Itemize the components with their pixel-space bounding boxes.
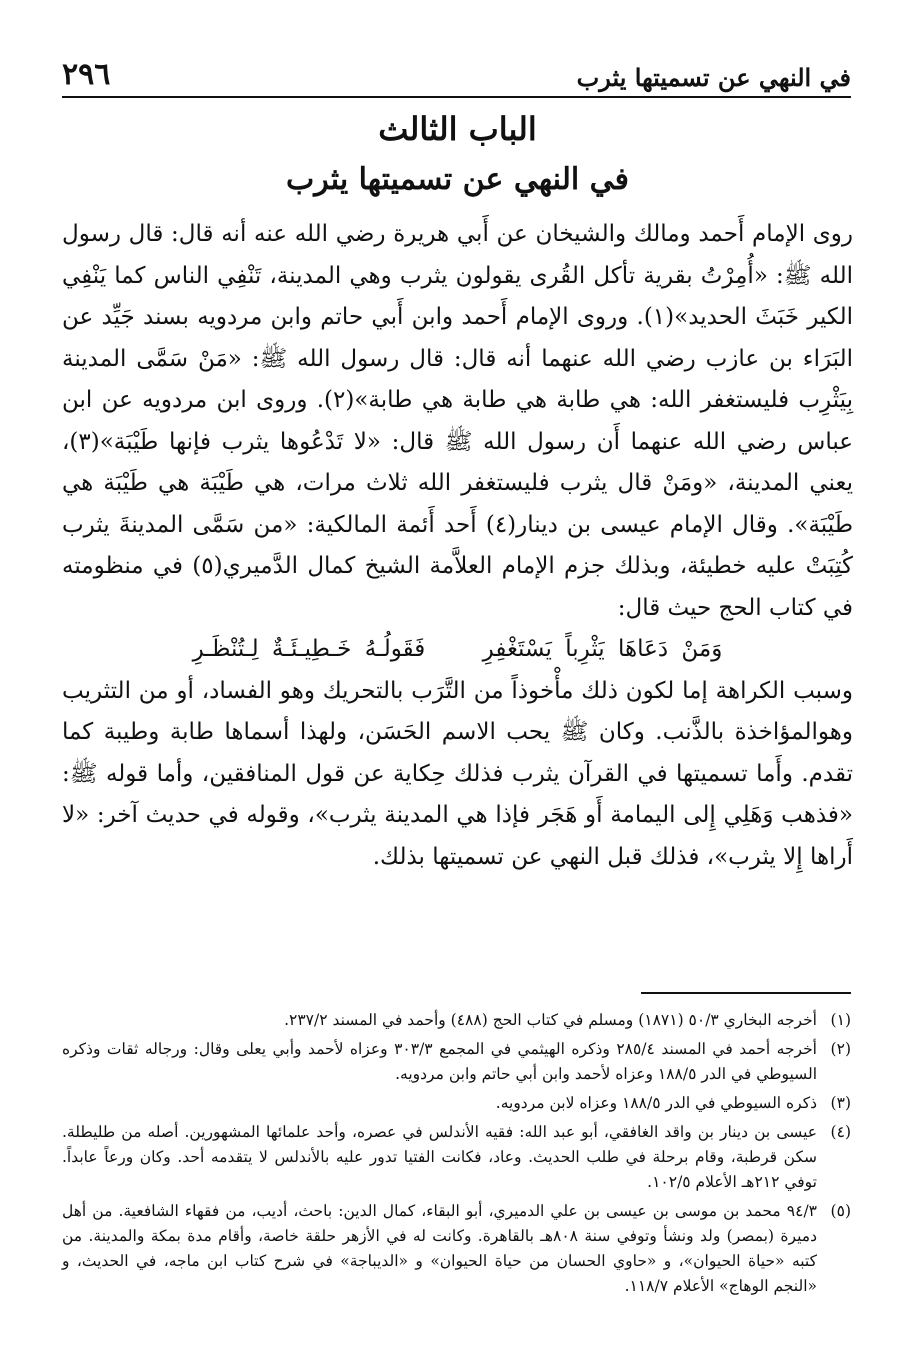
body-text — [62, 214, 853, 878]
page-number: ٢٩٦ — [62, 57, 111, 92]
running-title: في النهي عن تسميتها يثرب — [576, 63, 851, 92]
footnote-text: أخرجه أحمد في المسند ٢٨٥/٤ وذكره الهيثمي في المجمع ٣٠٣/٣ وعزاه لأحمد وأبي يعلى وقال: ورجاله ثقات وذكره السيوطي في الدر ١٨٨/٥ وعزاه لأحمد وابن أبي حاتم وابن مردويه. — [62, 1040, 817, 1083]
footnote-2 — [62, 1037, 851, 1087]
footnote-text: أخرجه البخاري ٥٠/٣ (١٨٧١) ومسلم في كتاب الحج (٤٨٨) وأحمد في المسند ٢٣٧/٢. — [284, 1011, 817, 1029]
footnote-5 — [62, 1199, 851, 1299]
footnote-text: عيسى بن دينار بن واقد الغافقي، أبو عبد الله: فقيه الأندلس في عصره، وأحد علمائها المشهورين. أصله من طليطلة. سكن قرطبة، وقام برحلة في طلب الحديث. وعاد، فكانت الفتيا تدور عليه بالأندلس لا يتقدمه أحد. وكان ورعاً عابداً. توفي ٢١٢هـ الأعلام ١٠٢/٥. — [62, 1123, 817, 1191]
footnote-label: (٥) — [830, 1202, 851, 1220]
footnote-label: (٢) — [830, 1040, 851, 1058]
footnote-label: (٣) — [830, 1094, 851, 1112]
page-header — [62, 58, 851, 98]
paragraph-1: روى الإمام أَحمد ومالك والشيخان عن أَبي هريرة رضي الله عنه أنه قال: قال رسول الله ﷺ: «أُمِرْتُ بقرية تأكل القُرى يقولون يثرب وهي المدينة، تَنْفِي الناس كما يَنْفِي الكير خَبَثَ الحديد»(١). وروى الإمام أَحمد وابن أَبي حاتم وابن مردويه بسند جَيِّد عن البَرَاء بن عازب رضي الله عنهما أنه قال: قال رسول الله ﷺ: «مَنْ سَمَّى المدينة بِيَثْرِب فليستغفر الله: هي طابة هي طابة هي طابة»(٢). وروى ابن مردويه عن ابن عباس رضي الله عنهما أَن رسول الله ﷺ قال: «لا تَدْعُوها يثرب فإنها طَيْبَة»(٣)، يعني المدينة، «ومَنْ قال يثرب فليستغفر الله ثلاث مرات، هي طَيْبَة هي طَيْبَة هي طَيْبَة». وقال الإمام عيسى بن دينار(٤) أَحد أَئمة المالكية: «من سَمَّى المدينةَ يثرب كُتِبَتْ عليه خطيئة، وبذلك جزم الإمام العلاَّمة الشيخ كمال الدَّميري(٥) في منظومته في كتاب الحج حيث قال: — [62, 221, 853, 621]
footnote-text: ذكره السيوطي في الدر ١٨٨/٥ وعزاه لابن مردويه. — [495, 1094, 817, 1112]
verse-second-hemistich: فَقَولُـهُ خَـطِيـئَـةٌ لِـتُنْظَـرِ — [192, 636, 426, 662]
footnote-separator — [641, 992, 851, 994]
footnote-text: ٩٤/٣ محمد بن موسى بن عيسى بن علي الدميري، أبو البقاء، كمال الدين: باحث، أديب، من فقهاء الشافعية. من أهل دميرة (بمصر) ولد ونشأ وتوفي سنة ٨٠٨هـ بالقاهرة. وكانت له في الأزهر حلقة خاصة، وأقام مدة بمكة والمدينة. من كتبه «حياة الحيوان»، و «حاوي الحسان من حياة الحيوان» و «الديباجة» في شرح كتاب ابن ماجه، في الحديث، و «النجم الوهاج» الأعلام ١١٨/٧. — [62, 1202, 817, 1295]
paragraph-2: وسبب الكراهة إما لكون ذلك مأْخوذاً من التَّرَب بالتحريك وهو الفساد، أو من التثريب وهوالمؤاخذة بالذَّنب. وكان ﷺ يحب الاسم الحَسَن، ولهذا أسماها طابة وطيبة كما تقدم. وأَما تسميتها في القرآن يثرب فذلك حِكاية عن قول المنافقين، وأما قوله ﷺ: «فذهب وَهَلِي إِلى اليمامة أَو هَجَر فإذا هي المدينة يثرب»، وقوله في حديث آخر: «لا أَراها إِلا يثرب»، فذلك قبل النهي عن تسميتها بذلك. — [62, 677, 853, 870]
chapter-subtitle: في النهي عن تسميتها يثرب — [286, 162, 629, 197]
poem-verse — [62, 629, 853, 671]
chapter-title: الباب الثالث — [378, 110, 537, 148]
footnote-4 — [62, 1120, 851, 1195]
footnote-label: (١) — [830, 1011, 851, 1029]
footnotes — [62, 1008, 851, 1303]
footnote-3 — [62, 1091, 851, 1116]
verse-first-hemistich: وَمَنْ دَعَاهَا يَثْرِباً يَسْتَغْفِرِ — [482, 636, 723, 662]
footnote-label: (٤) — [830, 1123, 851, 1141]
footnote-1 — [62, 1008, 851, 1033]
